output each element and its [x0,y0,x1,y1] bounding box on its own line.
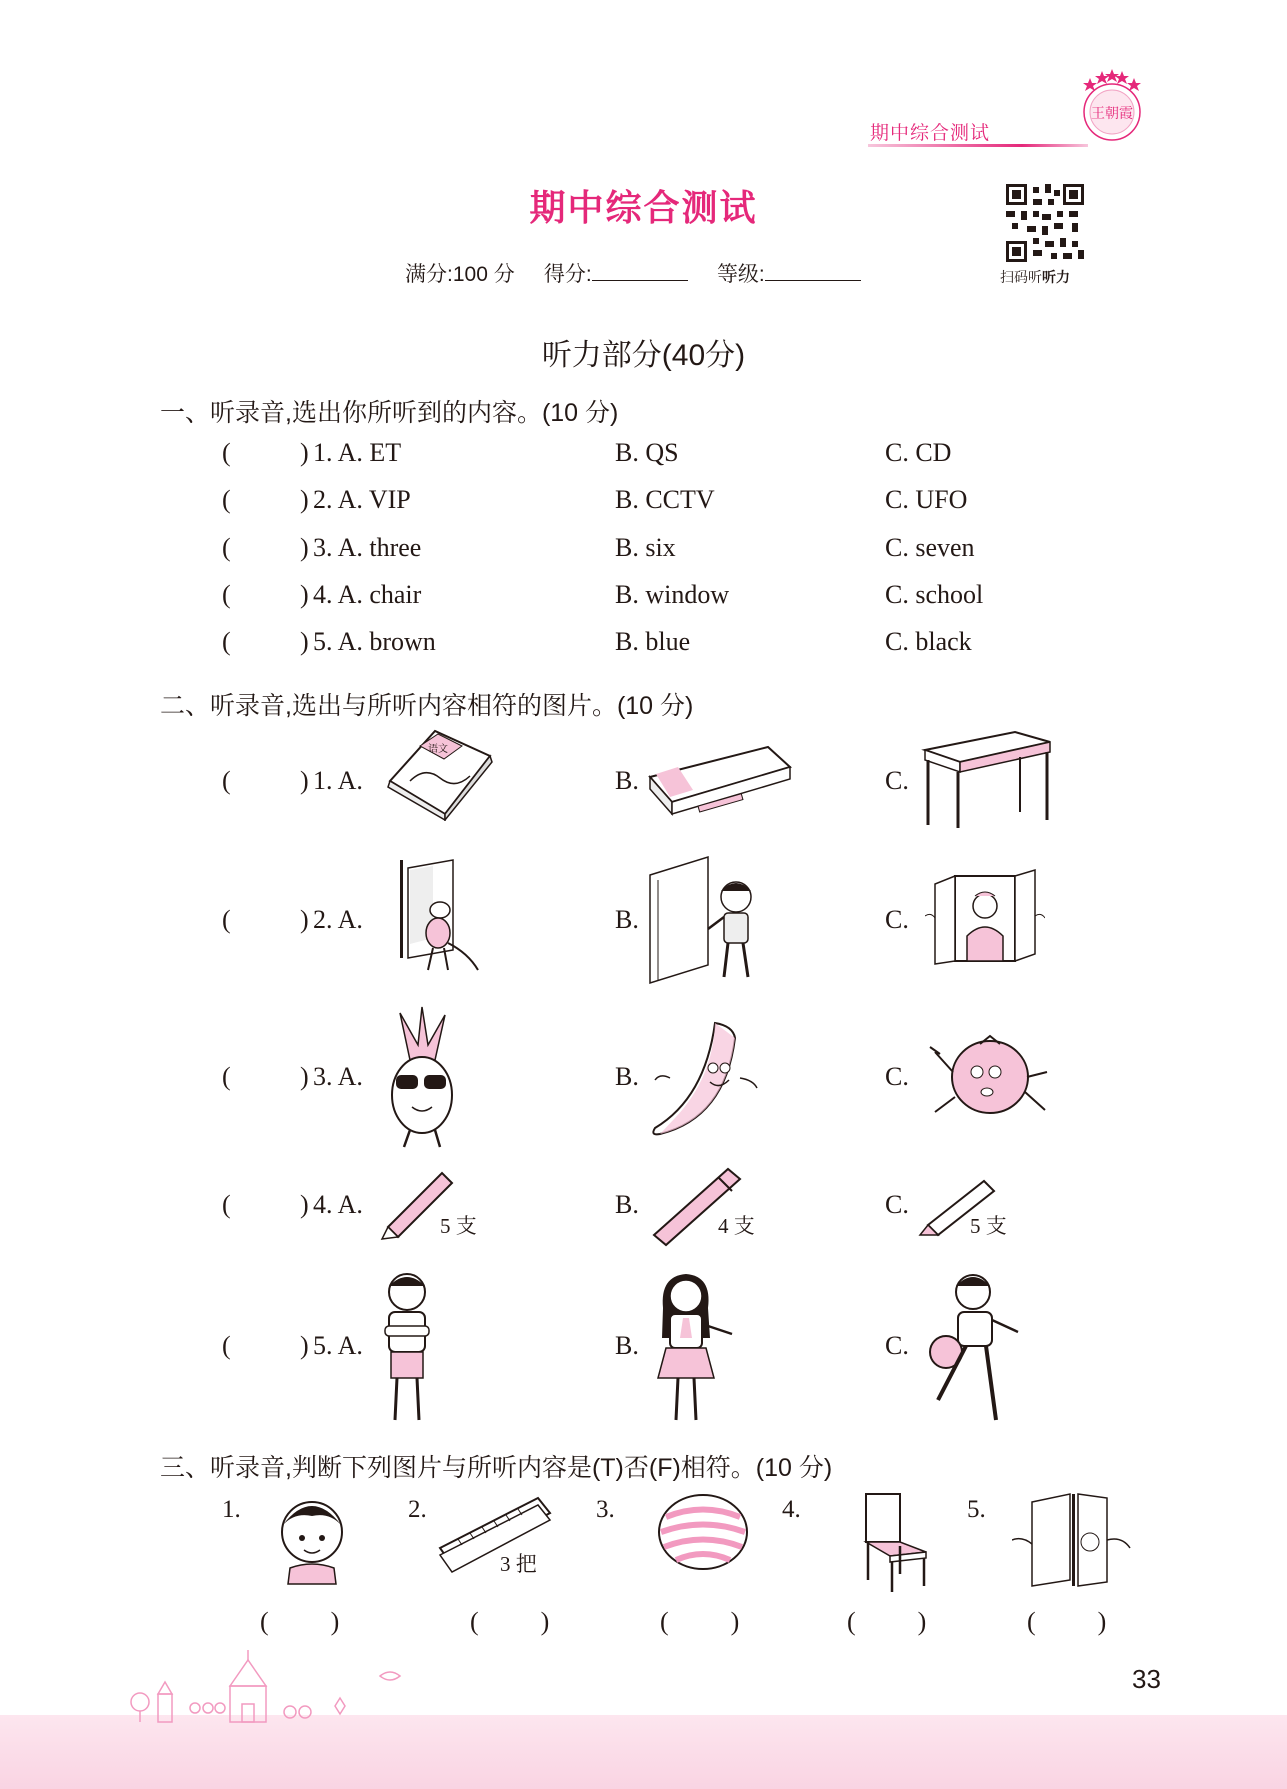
tf-answer-1[interactable]: ( ) [260,1607,340,1636]
page-title: 期中综合测试 [529,187,758,228]
option-b: B. CCTV [615,485,715,514]
answer-paren-open[interactable]: ( [222,485,231,514]
part1-row-4 [0,580,1287,614]
header-underline [868,144,1088,147]
part1-heading: 一、听录音,选出你所听到的内容。(10 分) [160,399,619,427]
option-a: 2. A. VIP [313,485,411,514]
part2-row-3 [0,1062,1287,1096]
answer-paren-close: ) [300,905,309,934]
tf-item-1-number: 1. [222,1496,241,1523]
part2-row-5 [0,1331,1287,1365]
option-b: B. [615,766,639,795]
boy-at-door-icon [648,855,768,985]
boy-face-icon [272,1490,352,1585]
book-icon [380,726,495,821]
answer-paren-close: ) [300,627,309,656]
part1-row-1 [0,438,1287,472]
option-b: B. [615,1062,639,1091]
option-a: 4. A. chair [313,580,422,609]
desk-icon [920,730,1055,830]
option-c: C. seven [885,533,975,562]
pencil-case-icon [648,742,793,822]
option-b: B. QS [615,438,679,467]
answer-paren-close: ) [300,438,309,467]
option-c: C. [885,1331,909,1360]
answer-paren-open[interactable]: ( [222,1190,231,1219]
answer-paren-close: ) [300,1062,309,1091]
part2-row-2 [0,905,1287,939]
tf-answer-2[interactable]: ( ) [470,1607,550,1636]
ruler-count: 3 把 [500,1552,537,1576]
option-b: B. [615,1331,639,1360]
option-a: 1. A. ET [313,438,402,467]
answer-paren-open[interactable]: ( [222,580,231,609]
answer-paren-close: ) [300,580,309,609]
boy-arms-crossed-icon [375,1270,440,1425]
option-c: C. [885,1062,909,1091]
pineapple-icon [380,1005,465,1150]
answer-paren-open[interactable]: ( [222,1062,231,1091]
brand-logo [1072,64,1152,144]
section-heading: 听力部分(40分) [541,339,746,372]
boy-basketball-icon [918,1270,1038,1425]
qr-caption-prefix: 扫码听 [1000,269,1042,285]
option-a: 1. A. [313,766,363,795]
header-tag: 期中综合测试 [870,123,991,144]
pen-count-c: 5 支 [970,1214,1007,1238]
option-a: 5. A. brown [313,627,436,656]
option-a: 3. A. three [313,533,422,562]
pen-count-a: 5 支 [440,1214,477,1238]
chair-icon [856,1490,931,1595]
logo-text: 王朝霞 [1091,106,1133,122]
answer-paren-open[interactable]: ( [222,627,231,656]
tf-item-2-number: 2. [408,1496,427,1523]
girl-at-window-icon [925,866,1045,971]
tf-item-5-number: 5. [967,1496,986,1523]
book-label: 语文 [428,744,448,755]
part2-row-1 [0,766,1287,800]
grade-blank[interactable] [765,262,861,281]
qr-code-icon[interactable] [1006,184,1084,262]
part1-row-3 [0,533,1287,567]
tf-answer-5[interactable]: ( ) [1027,1607,1107,1636]
banana-icon [645,1018,765,1138]
option-c: C. CD [885,438,952,467]
watermelon-icon [656,1492,751,1572]
part2-heading: 二、听录音,选出与所听内容相符的图片。(10 分) [160,692,694,720]
option-a: 2. A. [313,905,363,934]
option-a: 3. A. [313,1062,363,1091]
part1-row-2 [0,485,1287,519]
option-b: B. six [615,533,676,562]
answer-paren-open[interactable]: ( [222,533,231,562]
tf-answer-3[interactable]: ( ) [660,1607,740,1636]
option-c: C. school [885,580,984,609]
answer-paren-close: ) [300,533,309,562]
answer-paren-open[interactable]: ( [222,1331,231,1360]
open-door-dino-icon [378,858,483,983]
option-c: C. black [885,627,972,656]
part1-row-5 [0,627,1287,661]
answer-paren-open[interactable]: ( [222,905,231,934]
tf-item-3-number: 3. [596,1496,615,1523]
answer-paren-close: ) [300,1331,309,1360]
girl-pink-skirt-icon [648,1268,738,1426]
part2-row-4 [0,1190,1287,1224]
option-c: C. [885,1190,909,1219]
option-b: B. [615,1190,639,1219]
answer-paren-close: ) [300,766,309,795]
option-c: C. [885,905,909,934]
option-b: B. window [615,580,730,609]
qr-caption-bold: 听力 [1042,269,1070,285]
option-b: B. [615,905,639,934]
option-c: C. [885,766,909,795]
tf-item-4-number: 4. [782,1496,801,1523]
qr-caption [1000,267,1070,287]
door-peek-icon [1012,1492,1132,1587]
tf-answer-4[interactable]: ( ) [847,1607,927,1636]
full-score-label: 满分:100 分 [405,263,515,286]
answer-paren-open[interactable]: ( [222,766,231,795]
option-a: 4. A. [313,1190,363,1219]
footer-band [0,1715,1287,1789]
page-number: 33 [1132,1664,1161,1694]
answer-paren-open[interactable]: ( [222,438,231,467]
option-a: 5. A. [313,1331,363,1360]
pen-count-b: 4 支 [718,1214,755,1238]
option-c: C. UFO [885,485,968,514]
tomato-icon [915,1032,1055,1122]
answer-paren-close: ) [300,485,309,514]
castle-decoration-icon [120,1646,410,1724]
grade-label: 等级: [716,263,765,286]
answer-paren-close: ) [300,1190,309,1219]
score-line [405,258,861,288]
got-score-blank[interactable] [592,262,688,281]
part3-heading: 三、听录音,判断下列图片与所听内容是(T)否(F)相符。(10 分) [160,1454,833,1482]
got-score-label: 得分: [543,263,592,286]
option-b: B. blue [615,627,691,656]
